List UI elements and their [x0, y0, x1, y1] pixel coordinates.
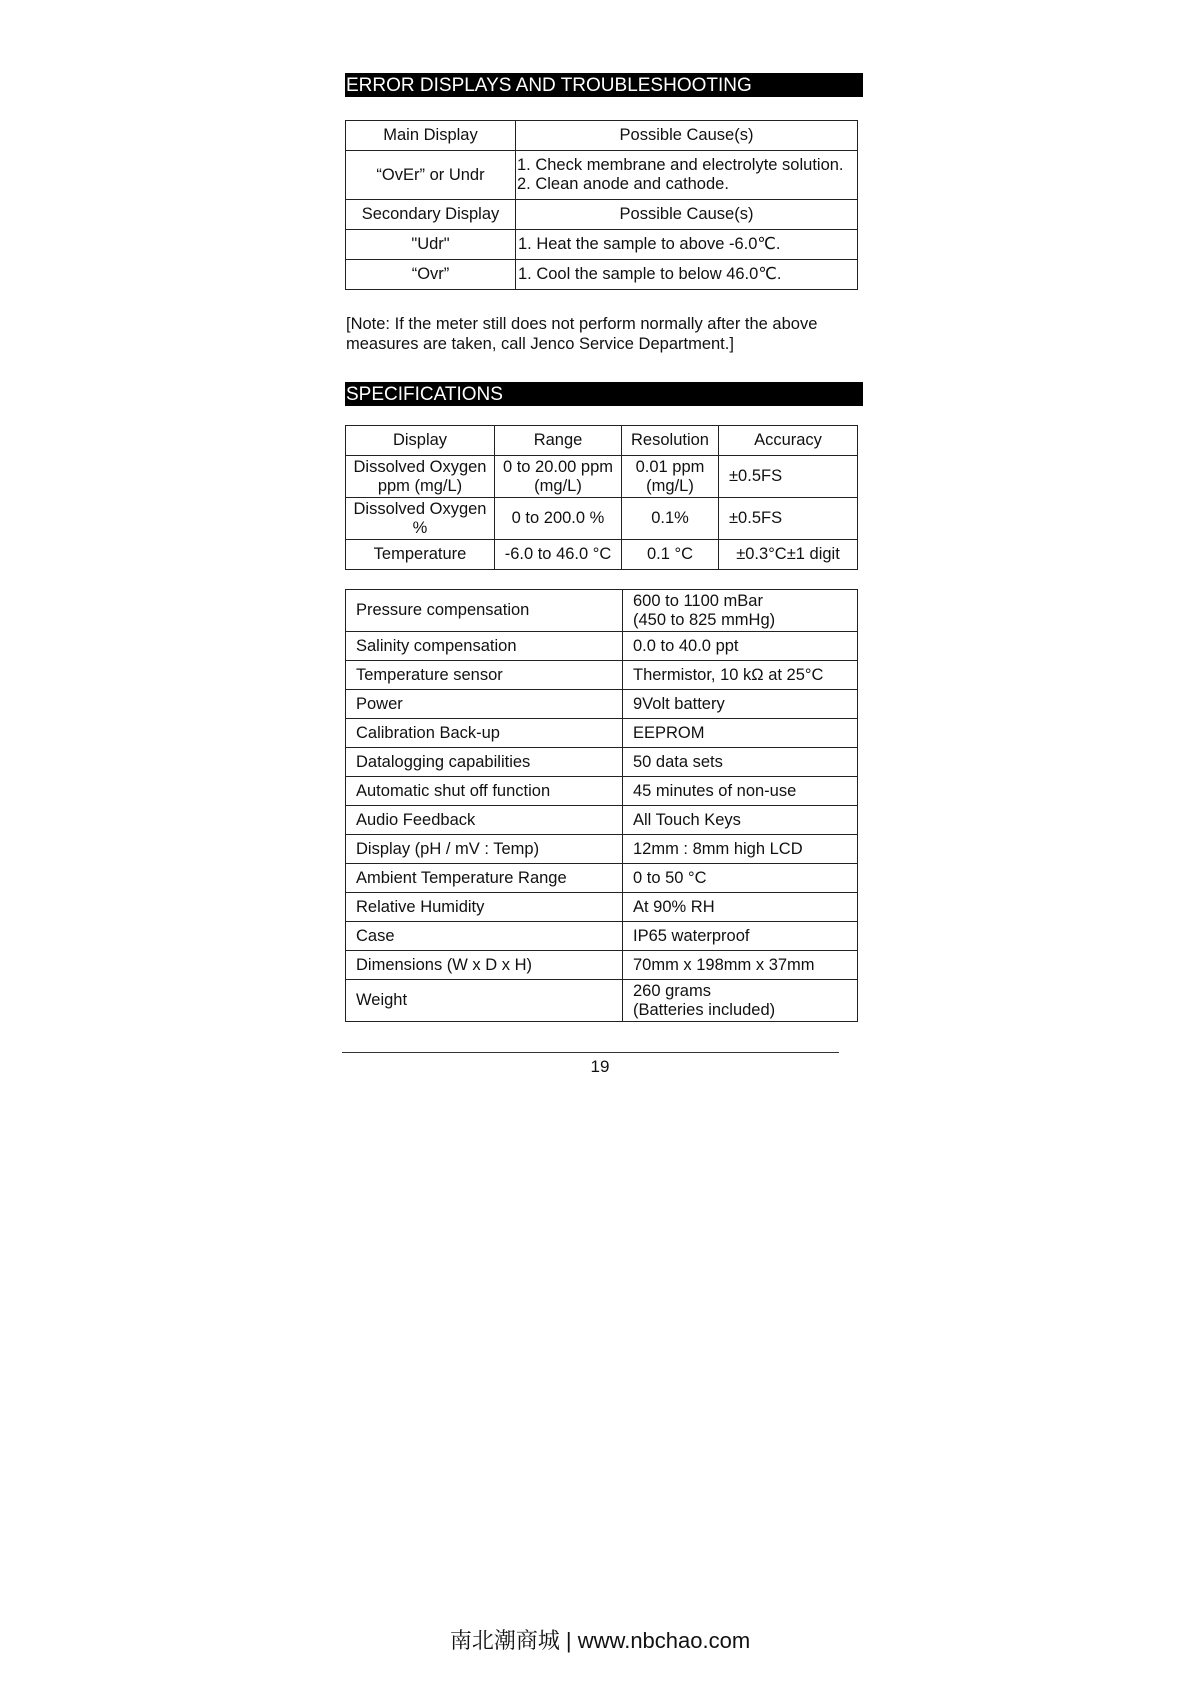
table-header: Possible Cause(s) — [516, 121, 858, 151]
spec-value: 45 minutes of non-use — [623, 777, 858, 806]
cell-line: Dissolved Oxygen — [353, 499, 487, 518]
spec-label: Temperature sensor — [346, 661, 623, 690]
table-row — [346, 922, 858, 951]
cell-line: (mg/L) — [646, 476, 694, 495]
table-cell: 0.1% — [622, 498, 719, 540]
spec-label: Salinity compensation — [346, 632, 623, 661]
table-row — [346, 230, 858, 260]
table-row — [346, 260, 858, 290]
table-row — [346, 835, 858, 864]
table-cell: -6.0 to 46.0 °C — [495, 540, 622, 570]
spec-value: 0.0 to 40.0 ppt — [623, 632, 858, 661]
table-header: Resolution — [622, 426, 719, 456]
spec-label: Audio Feedback — [346, 806, 623, 835]
spec-label: Display (pH / mV : Temp) — [346, 835, 623, 864]
table-cell: 0 to 200.0 % — [495, 498, 622, 540]
spec-label: Power — [346, 690, 623, 719]
spec-label: Dimensions (W x D x H) — [346, 951, 623, 980]
table-cell — [495, 456, 622, 498]
table-cell: ±0.3°C±1 digit — [719, 540, 858, 570]
spec-label: Case — [346, 922, 623, 951]
error-table — [345, 120, 858, 290]
table-row — [346, 864, 858, 893]
cell-line: ppm (mg/L) — [377, 476, 463, 495]
table-cell: ±0.5FS — [719, 498, 858, 540]
error-section-heading: ERROR DISPLAYS AND TROUBLESHOOTING — [345, 73, 863, 97]
table-cell — [346, 456, 495, 498]
spec-value: At 90% RH — [623, 893, 858, 922]
spec-table — [345, 425, 858, 570]
table-cell: 1. Cool the sample to below 46.0℃. — [516, 260, 858, 290]
spec-value: EEPROM — [623, 719, 858, 748]
note-text: [Note: If the meter still does not perform normally after the above measures are taken, call Jenco Service Department.] — [346, 315, 818, 353]
cause-line: 1. Check membrane and electrolyte solution. — [517, 156, 844, 174]
cell-line: (Batteries included) — [633, 1000, 776, 1019]
spec-label: Automatic shut off function — [346, 777, 623, 806]
table-row — [346, 748, 858, 777]
table-header: Range — [495, 426, 622, 456]
cell-line: (450 to 825 mmHg) — [633, 610, 776, 629]
spec-label: Datalogging capabilities — [346, 748, 623, 777]
spec-value: 0 to 50 °C — [623, 864, 858, 893]
table-cell — [346, 498, 495, 540]
spec-label: Relative Humidity — [346, 893, 623, 922]
table-row — [346, 498, 858, 540]
spec-value: 9Volt battery — [623, 690, 858, 719]
watermark: 南北潮商城 | www.nbchao.com — [449, 1628, 751, 1653]
spec-value: 70mm x 198mm x 37mm — [623, 951, 858, 980]
spec-value: 12mm : 8mm high LCD — [623, 835, 858, 864]
table-row — [346, 661, 858, 690]
table-row — [346, 806, 858, 835]
spec-value — [623, 980, 858, 1022]
cell-line: Dissolved Oxygen — [353, 457, 487, 476]
page-number: 19 — [590, 1057, 610, 1076]
table-cell: 0.1 °C — [622, 540, 719, 570]
cell-line: % — [412, 518, 428, 537]
table-row — [346, 690, 858, 719]
table-row — [346, 590, 858, 632]
table-header: Main Display — [346, 121, 516, 151]
spec-value — [623, 590, 858, 632]
cell-line: 260 grams — [633, 981, 711, 1000]
spec-value: 50 data sets — [623, 748, 858, 777]
table-row — [346, 540, 858, 570]
spec-value: All Touch Keys — [623, 806, 858, 835]
table-row — [346, 151, 858, 200]
table-cell: “Ovr” — [346, 260, 516, 290]
table-row — [346, 951, 858, 980]
spec-label: Ambient Temperature Range — [346, 864, 623, 893]
table-row — [346, 200, 858, 230]
spec-label: Calibration Back-up — [346, 719, 623, 748]
table-header: Accuracy — [719, 426, 858, 456]
table-cell: Temperature — [346, 540, 495, 570]
spec-label: Weight — [346, 980, 623, 1022]
table-row — [346, 980, 858, 1022]
table-header: Secondary Display — [346, 200, 516, 230]
misc-spec-table — [345, 589, 858, 1022]
cell-line: 600 to 1100 mBar — [633, 591, 763, 610]
table-header: Display — [346, 426, 495, 456]
table-cell: ±0.5FS — [719, 456, 858, 498]
table-cell: 1. Heat the sample to above -6.0℃. — [516, 230, 858, 260]
footer-divider — [342, 1052, 839, 1053]
spec-section-heading: SPECIFICATIONS — [345, 382, 863, 406]
table-cell — [516, 151, 858, 200]
cell-line: (mg/L) — [534, 476, 582, 495]
cell-line: 0 to 20.00 ppm — [502, 457, 614, 476]
table-row — [346, 456, 858, 498]
table-cell — [622, 456, 719, 498]
spec-label: Pressure compensation — [346, 590, 623, 632]
table-row — [346, 719, 858, 748]
spec-value: IP65 waterproof — [623, 922, 858, 951]
table-row — [346, 121, 858, 151]
table-row — [346, 777, 858, 806]
table-header: Possible Cause(s) — [516, 200, 858, 230]
table-row — [346, 426, 858, 456]
cell-line: 0.01 ppm — [635, 457, 705, 476]
table-row — [346, 893, 858, 922]
cause-line: 2. Clean anode and cathode. — [517, 175, 729, 193]
spec-value: Thermistor, 10 kΩ at 25°C — [623, 661, 858, 690]
table-cell: “OvEr” or Undr — [346, 151, 516, 200]
table-row — [346, 632, 858, 661]
table-cell: "Udr" — [346, 230, 516, 260]
